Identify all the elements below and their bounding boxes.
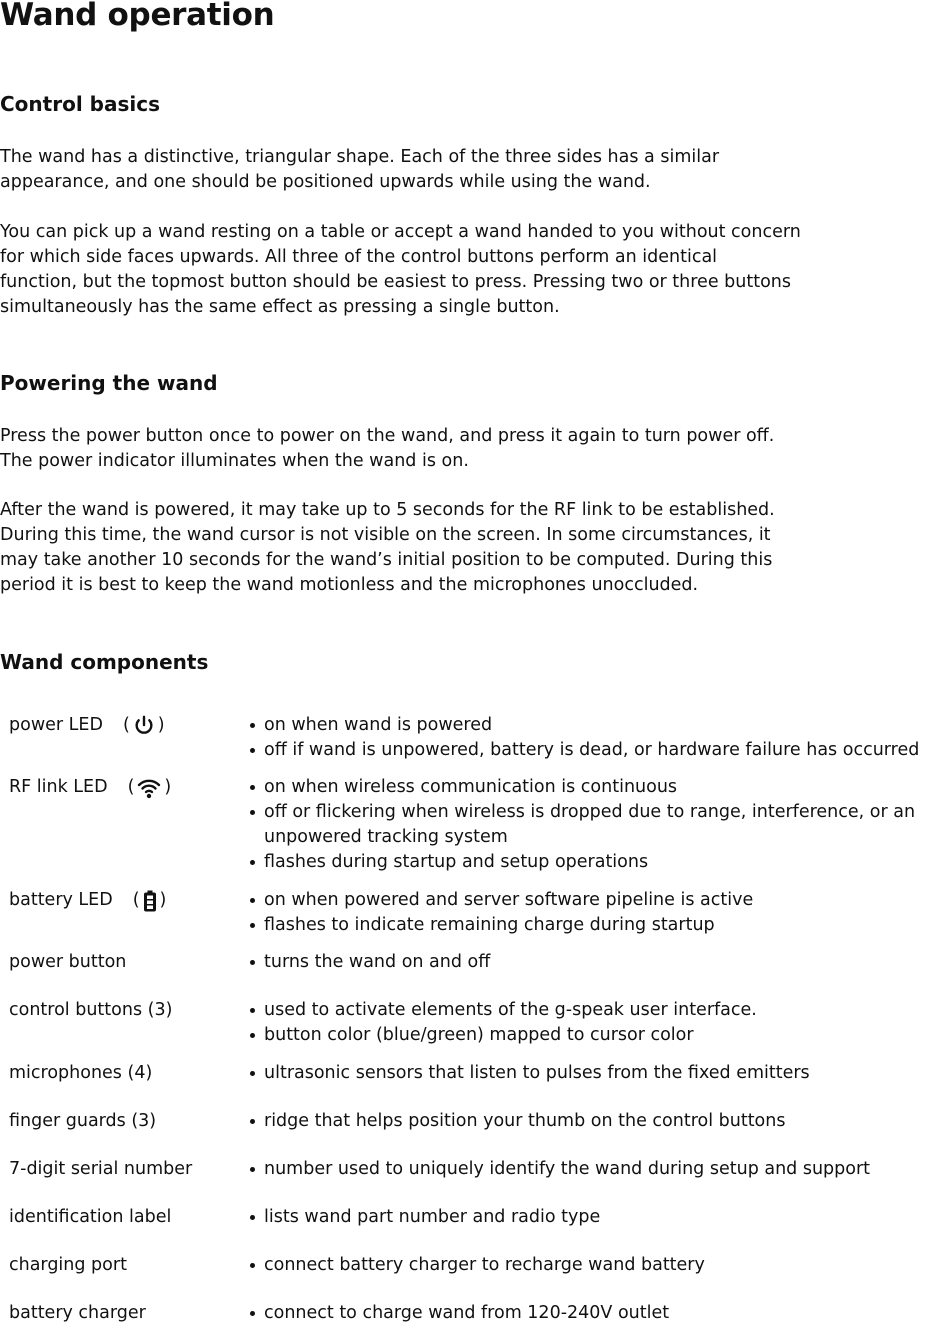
component-label	[9, 1061, 152, 1086]
component-bullets	[248, 950, 490, 975]
text-line: You can pick up a wand resting on a table or accept a wand handed to you without concern	[0, 222, 801, 242]
text-line: appearance, and one should be positioned upwards while using the wand.	[0, 172, 651, 192]
text-line: The wand has a distinctive, triangular shape. Each of the three sides has a similar	[0, 147, 720, 167]
component-name: power LED	[9, 715, 103, 735]
component-label	[9, 998, 172, 1023]
text-line: The power indicator illuminates when the wand is on.	[0, 451, 469, 471]
text-line: After the wand is powered, it may take up to 5 seconds for the RF link to be established.	[0, 500, 775, 520]
paragraph-control-basics-1	[0, 145, 860, 195]
section-heading-control-basics: Control basics	[0, 92, 160, 116]
component-bullets	[248, 1109, 785, 1134]
component-label	[9, 713, 165, 738]
component-bullets	[248, 1301, 669, 1326]
bullet-item: on when wireless communication is continuous	[248, 775, 915, 800]
text-line: simultaneously has the same effect as pressing a single button.	[0, 297, 560, 317]
bullet-item: button color (blue/green) mapped to cursor color	[248, 1023, 757, 1048]
paragraph-powering-2	[0, 498, 860, 598]
component-label	[9, 950, 126, 975]
bullet-item: lists wand part number and radio type	[248, 1205, 600, 1230]
component-bullets	[248, 1157, 870, 1182]
battery-icon	[143, 890, 157, 912]
bullet-item: ultrasonic sensors that listen to pulses from the fixed emitters	[248, 1061, 810, 1086]
bullet-item: used to activate elements of the g-speak user interface.	[248, 998, 757, 1023]
component-bullets	[248, 713, 919, 763]
bullet-item: flashes during startup and setup operations	[248, 850, 915, 875]
led-indicator: ( )	[132, 890, 167, 910]
component-bullets	[248, 1253, 705, 1278]
bullet-item: flashes to indicate remaining charge during startup	[248, 913, 753, 938]
text-line: function, but the topmost button should be easiest to press. Pressing two or three buttons	[0, 272, 791, 292]
bullet-text-line: off or flickering when wireless is dropped due to range, interference, or an	[264, 802, 916, 822]
bullet-item: on when wand is powered	[248, 713, 919, 738]
component-label	[9, 1301, 146, 1326]
component-label	[9, 1157, 192, 1182]
component-name: microphones (4)	[9, 1063, 153, 1083]
text-line: During this time, the wand cursor is not visible on the screen. In some circumstances, it	[0, 525, 771, 545]
bullet-item	[248, 800, 915, 850]
component-name: battery LED	[9, 890, 113, 910]
component-name: RF link LED	[9, 777, 108, 797]
bullet-item: number used to uniquely identify the wand during setup and support	[248, 1157, 870, 1182]
text-line: may take another 10 seconds for the wand’s initial position to be computed. During this	[0, 550, 773, 570]
paragraph-control-basics-2	[0, 220, 860, 320]
bullet-item: connect battery charger to recharge wand battery	[248, 1253, 705, 1278]
component-label	[9, 888, 166, 913]
led-indicator: ( )	[122, 715, 165, 735]
component-label	[9, 1109, 156, 1134]
bullet-item: turns the wand on and off	[248, 950, 490, 975]
component-name: 7-digit serial number	[9, 1159, 193, 1179]
bullet-item: connect to charge wand from 120-240V outlet	[248, 1301, 669, 1326]
led-indicator: ( )	[127, 777, 172, 797]
component-name: charging port	[9, 1255, 127, 1275]
component-name: battery charger	[9, 1303, 146, 1323]
text-line: period it is best to keep the wand motionless and the microphones unoccluded.	[0, 575, 699, 595]
bullet-item: off if wand is unpowered, battery is dead, or hardware failure has occurred	[248, 738, 919, 763]
component-label	[9, 775, 171, 800]
component-name: finger guards (3)	[9, 1111, 157, 1131]
bullet-text-line: unpowered tracking system	[264, 827, 508, 847]
bullet-item: on when powered and server software pipeline is active	[248, 888, 753, 913]
power-icon	[133, 715, 155, 737]
text-line: for which side faces upwards. All three of the control buttons perform an identical	[0, 247, 718, 267]
component-label	[9, 1253, 127, 1278]
wifi-icon	[137, 777, 161, 799]
component-bullets	[248, 775, 915, 875]
component-name: identification label	[9, 1207, 172, 1227]
component-label	[9, 1205, 171, 1230]
component-bullets	[248, 1061, 810, 1086]
paragraph-powering-1	[0, 424, 860, 474]
component-name: power button	[9, 952, 127, 972]
bullet-item: ridge that helps position your thumb on the control buttons	[248, 1109, 785, 1134]
section-heading-powering: Powering the wand	[0, 371, 218, 395]
component-bullets	[248, 1205, 600, 1230]
page-title: Wand operation	[0, 0, 275, 33]
component-name: control buttons (3)	[9, 1000, 173, 1020]
section-heading-components: Wand components	[0, 650, 209, 674]
component-bullets	[248, 998, 757, 1048]
text-line: Press the power button once to power on the wand, and press it again to turn power off.	[0, 426, 775, 446]
component-bullets	[248, 888, 753, 938]
